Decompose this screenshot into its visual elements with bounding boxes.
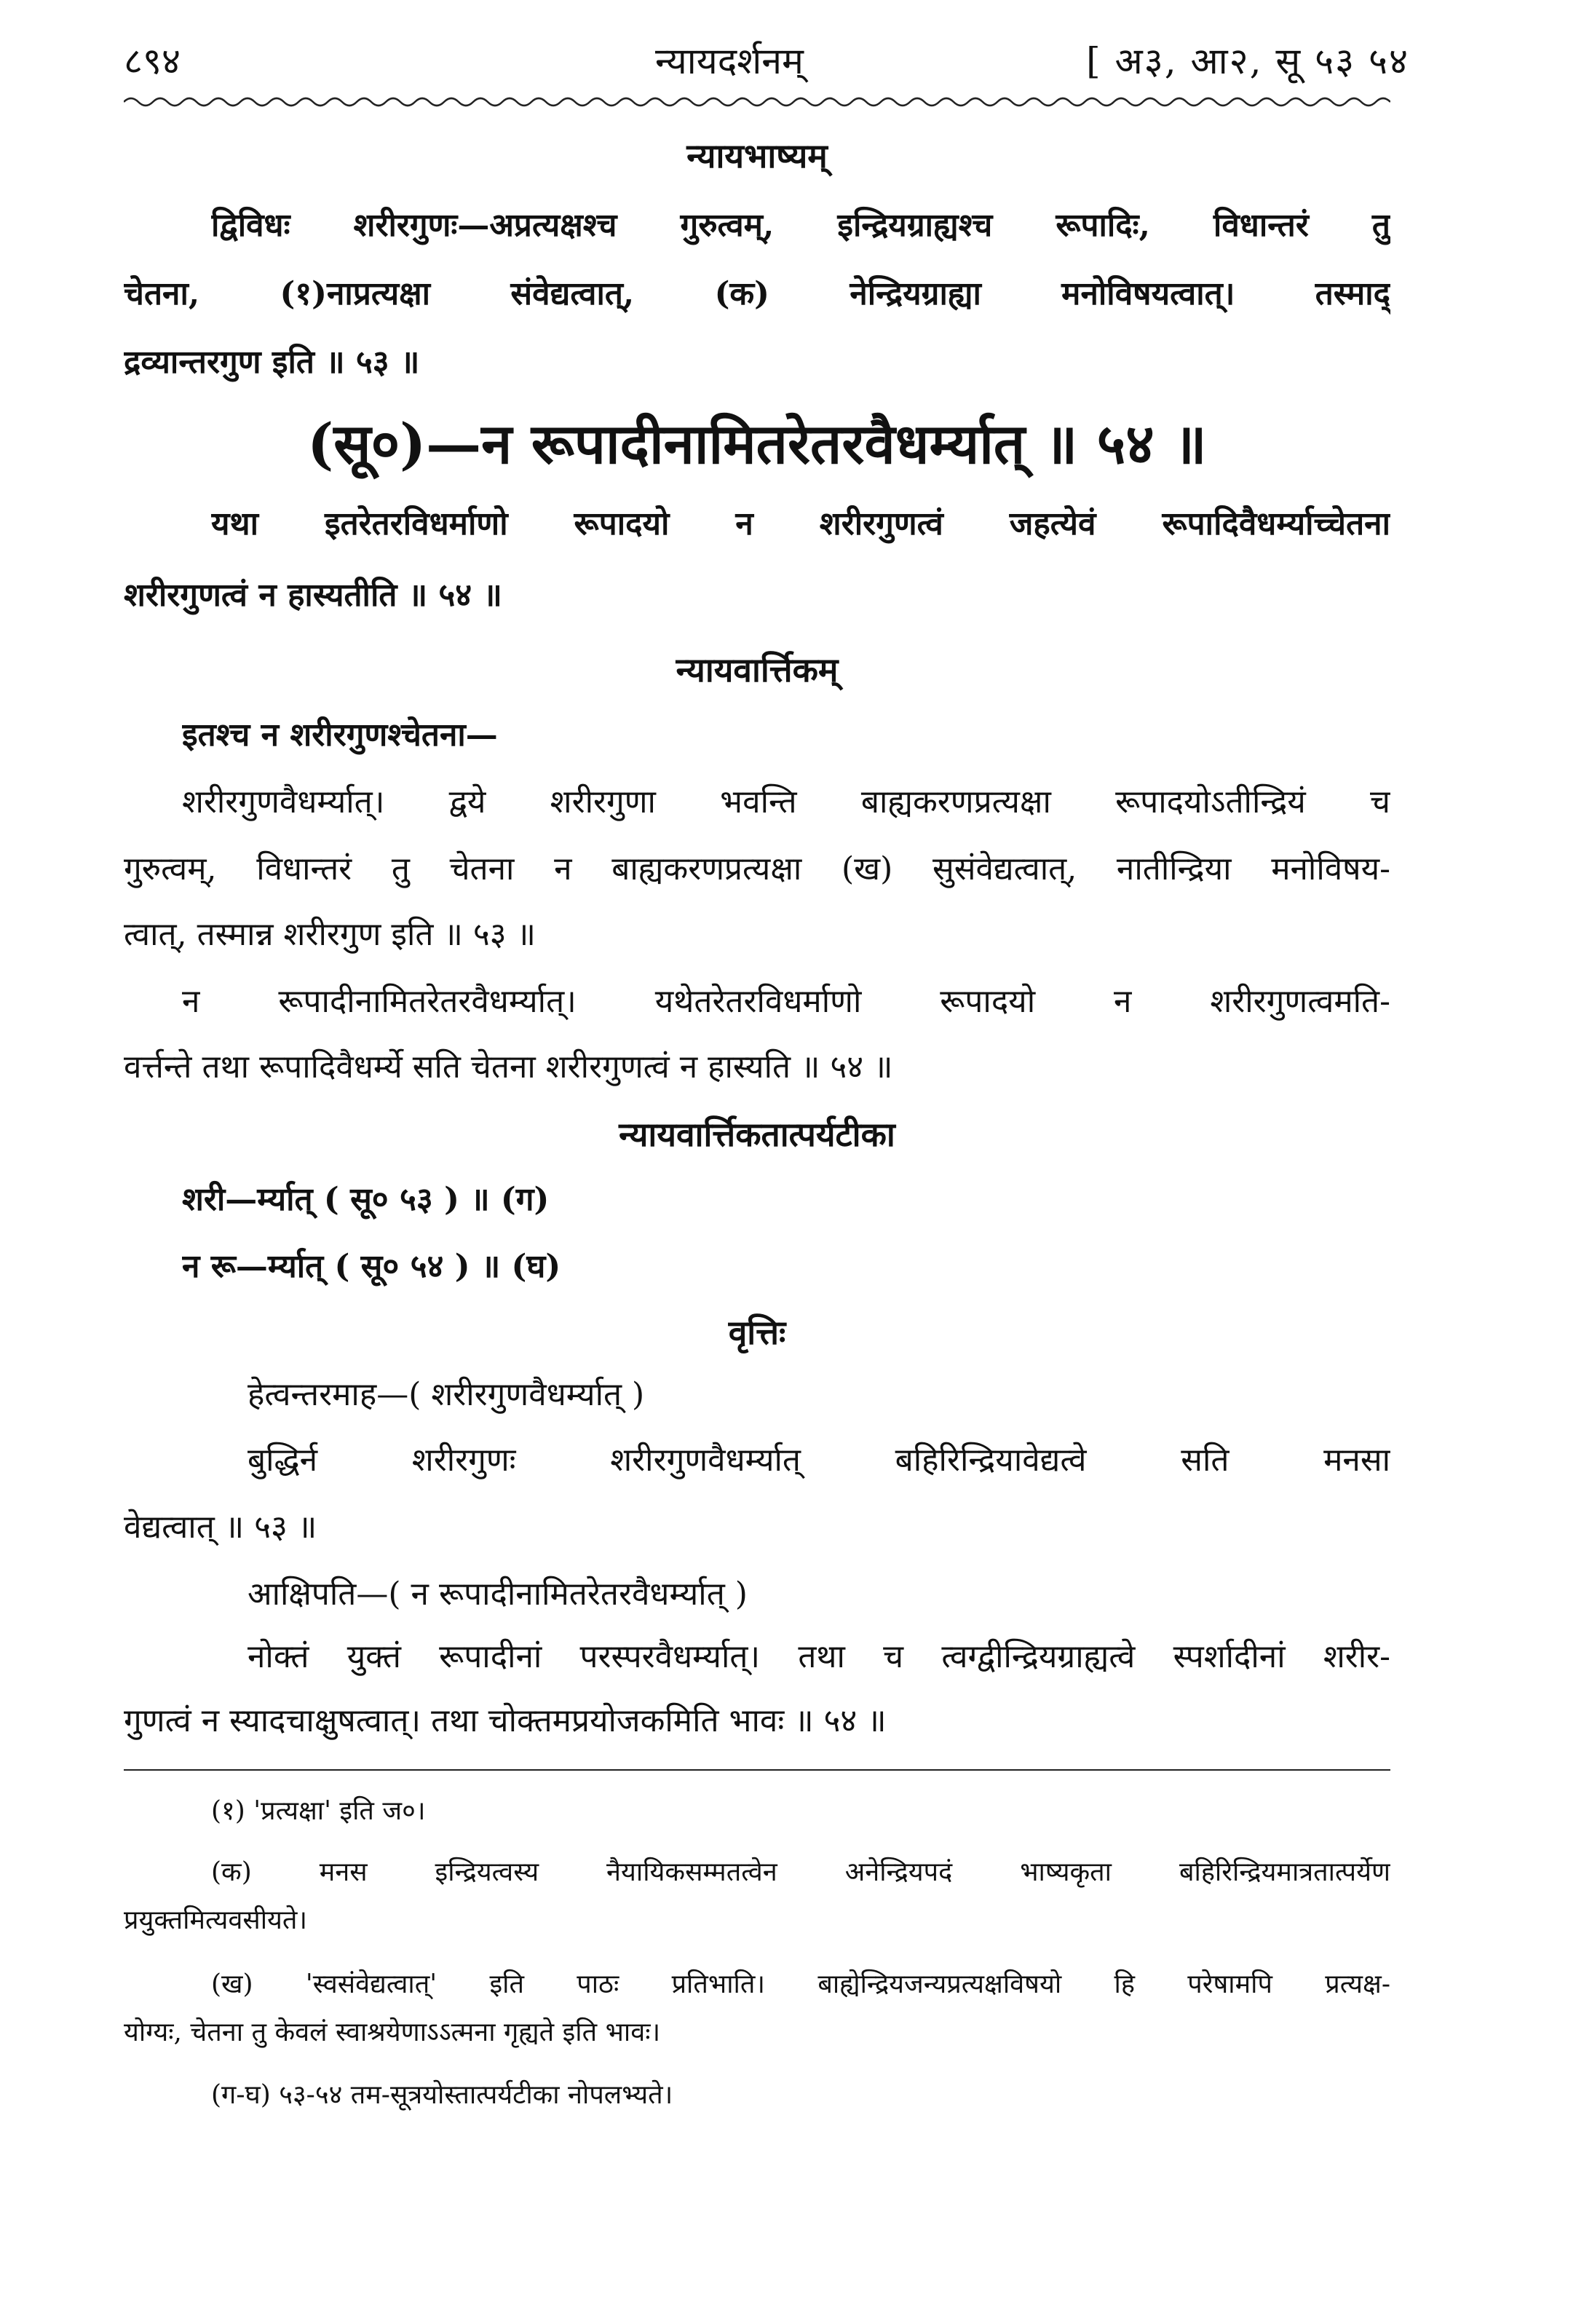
tika-heading: न्यायवार्त्तिकतात्पर्यटीका [619,1115,895,1154]
bhashya-line-3: द्रव्यान्तरगुण इति ॥ ५३ ॥ [124,344,420,381]
varttika-heading: न्यायवार्त्तिकम् [676,650,839,689]
footnote-kha-line-2: योग्यः, चेतना तु केवलं स्वाश्रयेणाऽऽत्मना गृह्यते इति भावः। [124,2017,661,2047]
footnote-ka-line-2: प्रयुक्तमित्यवसीयते। [124,1905,308,1935]
page-number: ८९४ [124,40,181,82]
bhashya-heading: न्यायभाष्यम् [686,136,828,175]
bhashya-line-1: द्विविधः शरीरगुणः—अप्रत्यक्षश्च गुरुत्वम्, इन्द्रियग्राह्यश्च रूपादिः, विधान्तरं तु [211,207,1390,244]
header-wavy-rule [124,93,1390,111]
footnote-ka-line-1: (क) मनस इन्द्रियत्वस्य नैयायिकसम्मतत्वेन अनेन्द्रियपदं भाष्यकृता बहिरिन्द्रियमात्रतात्पर्येण [211,1857,1390,1887]
footnote-1: (१) 'प्रत्यक्षा' इति ज०। [211,1796,426,1826]
sutra-54: (सू०)—न रूपादीनामितरेतरवैधर्म्यात् ॥ ५४ ॥ [307,411,1207,476]
vritti-heading: वृत्तिः [728,1313,786,1352]
varttika-line-4: त्वात्, तस्मान्न शरीरगुण इति ॥ ५३ ॥ [124,916,536,953]
vritti-line-2: बुद्धिर्न शरीरगुणः शरीरगुणवैधर्म्यात् बहिरिन्द्रियावेद्यत्वे सति मनसा [248,1442,1390,1479]
varttika-line-6: वर्त्तन्ते तथा रूपादिवैधर्म्ये सति चेतना शरीरगुणत्वं न हास्यति ॥ ५४ ॥ [124,1048,893,1086]
vritti-line-4: आक्षिपति—( न रूपादीनामितरेतरवैधर्म्यात् ) [248,1576,748,1613]
tika-line-2: न रू—र्म्यात् ( सू० ५४ ) ॥ (घ) [182,1248,561,1285]
varttika-line-1: इतश्च न शरीरगुणश्चेतना— [182,716,498,754]
running-header [124,35,1409,93]
vritti-line-5: नोक्तं युक्तं रूपादीनां परस्परवैधर्म्यात्। तथा च त्वग्द्वीन्द्रियग्राह्यत्वे स्पर्शादीनां शरीर- [248,1638,1390,1675]
vritti-line-3: वेद्यत्वात् ॥ ५३ ॥ [124,1509,317,1546]
vritti-line-1: हेत्वन्तरमाह—( शरीरगुणवैधर्म्यात् ) [248,1376,645,1413]
vritti-line-6: गुणत्वं न स्यादचाक्षुषत्वात्। तथा चोक्तमप्रयोजकमिति भावः ॥ ५४ ॥ [124,1702,887,1739]
bhashya2-line-2: शरीरगुणत्वं न हास्यतीति ॥ ५४ ॥ [124,577,502,614]
varttika-line-3: गुरुत्वम्, विधान्तरं तु चेतना न बाह्यकरणप्रत्यक्षा (ख) सुसंवेद्यत्वात्, नातीन्द्रिया मनोविषय- [124,850,1390,888]
running-title: न्यायदर्शनम् [655,40,804,82]
bhashya2-line-1: यथा इतरेतरविधर्माणो रूपादयो न शरीरगुणत्वं जहत्येवं रूपादिवैधर्म्याच्चेतना [211,505,1390,542]
footnote-rule [124,1769,1390,1771]
varttika-line-2: शरीरगुणवैधर्म्यात्। द्वये शरीरगुणा भवन्ति बाह्यकरणप्रत्यक्षा रूपादयोऽतीन्द्रियं च [182,783,1390,821]
tika-line-1: शरी—र्म्यात् ( सू० ५३ ) ॥ (ग) [182,1181,550,1218]
bhashya-line-2: चेतना, (१)नाप्रत्यक्षा संवेद्यत्वात्, (क) नेन्द्रियग्राह्या मनोविषयत्वात्। तस्माद् [124,275,1390,312]
varttika-line-5: न रूपादीनामितरेतरवैधर्म्यात्। यथेतरेतरविधर्माणो रूपादयो न शरीरगुणत्वमति- [182,983,1390,1020]
footnote-ga-gha: (ग-घ) ५३-५४ तम-सूत्रयोस्तात्पर्यटीका नोपलभ्यते। [211,2080,673,2110]
footnote-kha-line-1: (ख) 'स्वसंवेद्यत्वात्' इति पाठः प्रतिभाति। बाह्येन्द्रियजन्यप्रत्यक्षविषयो हि परेषामपि प्रत्यक्ष- [211,1969,1390,1999]
section-reference: [ अ३, आ२, सू ५३ ५४ [1086,40,1409,82]
